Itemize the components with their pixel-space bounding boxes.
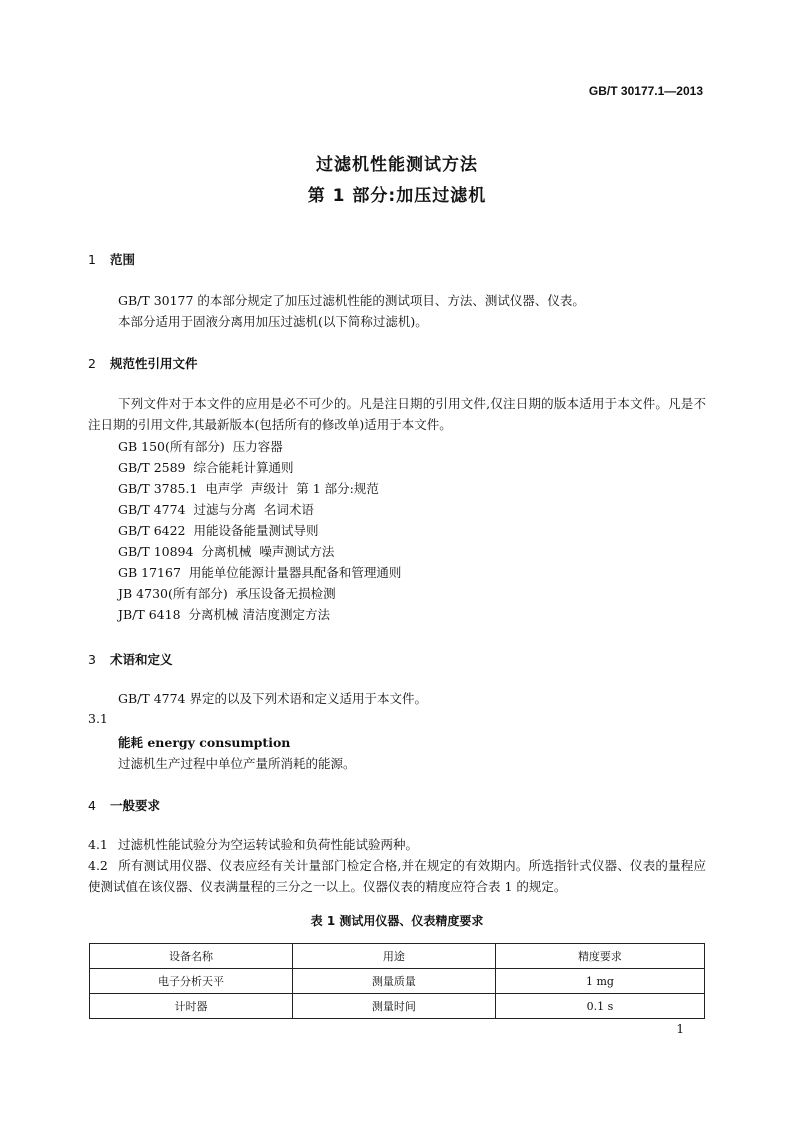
reference-item: GB/T 10894 分离机械 噪声测试方法 bbox=[118, 544, 335, 559]
document-subtitle: 第 1 部分:加压过滤机 bbox=[307, 186, 487, 206]
section-1-heading bbox=[88, 250, 135, 268]
clause-4-2 bbox=[88, 855, 706, 897]
section-2-heading bbox=[88, 354, 198, 372]
table-cell: 计时器 bbox=[90, 994, 293, 1019]
table-header: 用途 bbox=[292, 944, 495, 969]
table-row bbox=[90, 994, 705, 1019]
reference-item: GB/T 3785.1 电声学 声级计 第 1 部分:规范 bbox=[118, 481, 379, 496]
table-cell: 电子分析天平 bbox=[90, 969, 293, 994]
table-cell: 测量时间 bbox=[292, 994, 495, 1019]
section-4-heading bbox=[88, 796, 160, 814]
clause-text: 过滤机性能试验分为空运转试验和负荷性能试验两种。 bbox=[118, 837, 419, 852]
clause-4-1 bbox=[88, 834, 706, 855]
table-title: 表 1 测试用仪器、仪表精度要求 bbox=[310, 914, 484, 928]
reference-item: GB 17167 用能单位能源计量器具配备和管理通则 bbox=[118, 565, 402, 580]
section-number: 3 bbox=[88, 652, 96, 667]
document-title: 过滤机性能测试方法 bbox=[316, 155, 478, 175]
clause-number: 4.1 bbox=[88, 837, 108, 852]
section-title: 一般要求 bbox=[110, 798, 161, 813]
table-header-row bbox=[90, 944, 705, 969]
table-cell: 测量质量 bbox=[292, 969, 495, 994]
precision-table bbox=[89, 943, 705, 1019]
subsection-number: 3.1 bbox=[88, 711, 108, 726]
page-number: 1 bbox=[676, 1022, 684, 1036]
section-1-paragraph-1: GB/T 30177 的本部分规定了加压过滤机性能的测试项目、方法、测试仪器、仪表。 bbox=[118, 293, 585, 308]
reference-item: GB 150(所有部分) 压力容器 bbox=[118, 439, 283, 454]
table-header: 设备名称 bbox=[90, 944, 293, 969]
clause-text: 所有测试用仪器、仪表应经有关计量部门检定合格,并在规定的有效期内。所选指针式仪器、仪表的量程应使测试值在该仪器、仪表满量程的三分之一以上。仪器仪表的精度应符合表 1 的规定。 bbox=[88, 858, 706, 894]
section-title: 范围 bbox=[110, 252, 136, 267]
term-definition: 过滤机生产过程中单位产量所消耗的能源。 bbox=[118, 756, 356, 771]
section-number: 2 bbox=[88, 356, 96, 371]
reference-item: GB/T 2589 综合能耗计算通则 bbox=[118, 460, 294, 475]
section-3-heading bbox=[88, 650, 173, 668]
term-entry: 能耗 energy consumption bbox=[118, 735, 291, 750]
section-2-intro: 下列文件对于本文件的应用是必不可少的。凡是注日期的引用文件,仅注日期的版本适用于本文件。凡是不注日期的引用文件,其最新版本(包括所有的修改单)适用于本文件。 bbox=[88, 396, 706, 432]
section-1-paragraph-2: 本部分适用于固液分离用加压过滤机(以下简称过滤机)。 bbox=[118, 314, 428, 329]
table-cell: 1 mg bbox=[495, 969, 704, 994]
clause-number: 4.2 bbox=[88, 858, 108, 873]
reference-item: JB/T 6418 分离机械 清洁度测定方法 bbox=[118, 607, 330, 622]
section-title: 规范性引用文件 bbox=[110, 356, 198, 371]
section-3-intro: GB/T 4774 界定的以及下列术语和定义适用于本文件。 bbox=[118, 691, 427, 706]
section-title: 术语和定义 bbox=[110, 652, 173, 667]
reference-item: GB/T 6422 用能设备能量测试导则 bbox=[118, 523, 319, 538]
table-row bbox=[90, 969, 705, 994]
section-number: 4 bbox=[88, 798, 96, 813]
reference-item: GB/T 4774 过滤与分离 名词术语 bbox=[118, 502, 314, 517]
standard-code: GB/T 30177.1—2013 bbox=[588, 84, 703, 98]
reference-item: JB 4730(所有部分) 承压设备无损检测 bbox=[118, 586, 336, 601]
table-header: 精度要求 bbox=[495, 944, 704, 969]
table-cell: 0.1 s bbox=[495, 994, 704, 1019]
section-number: 1 bbox=[88, 252, 96, 267]
